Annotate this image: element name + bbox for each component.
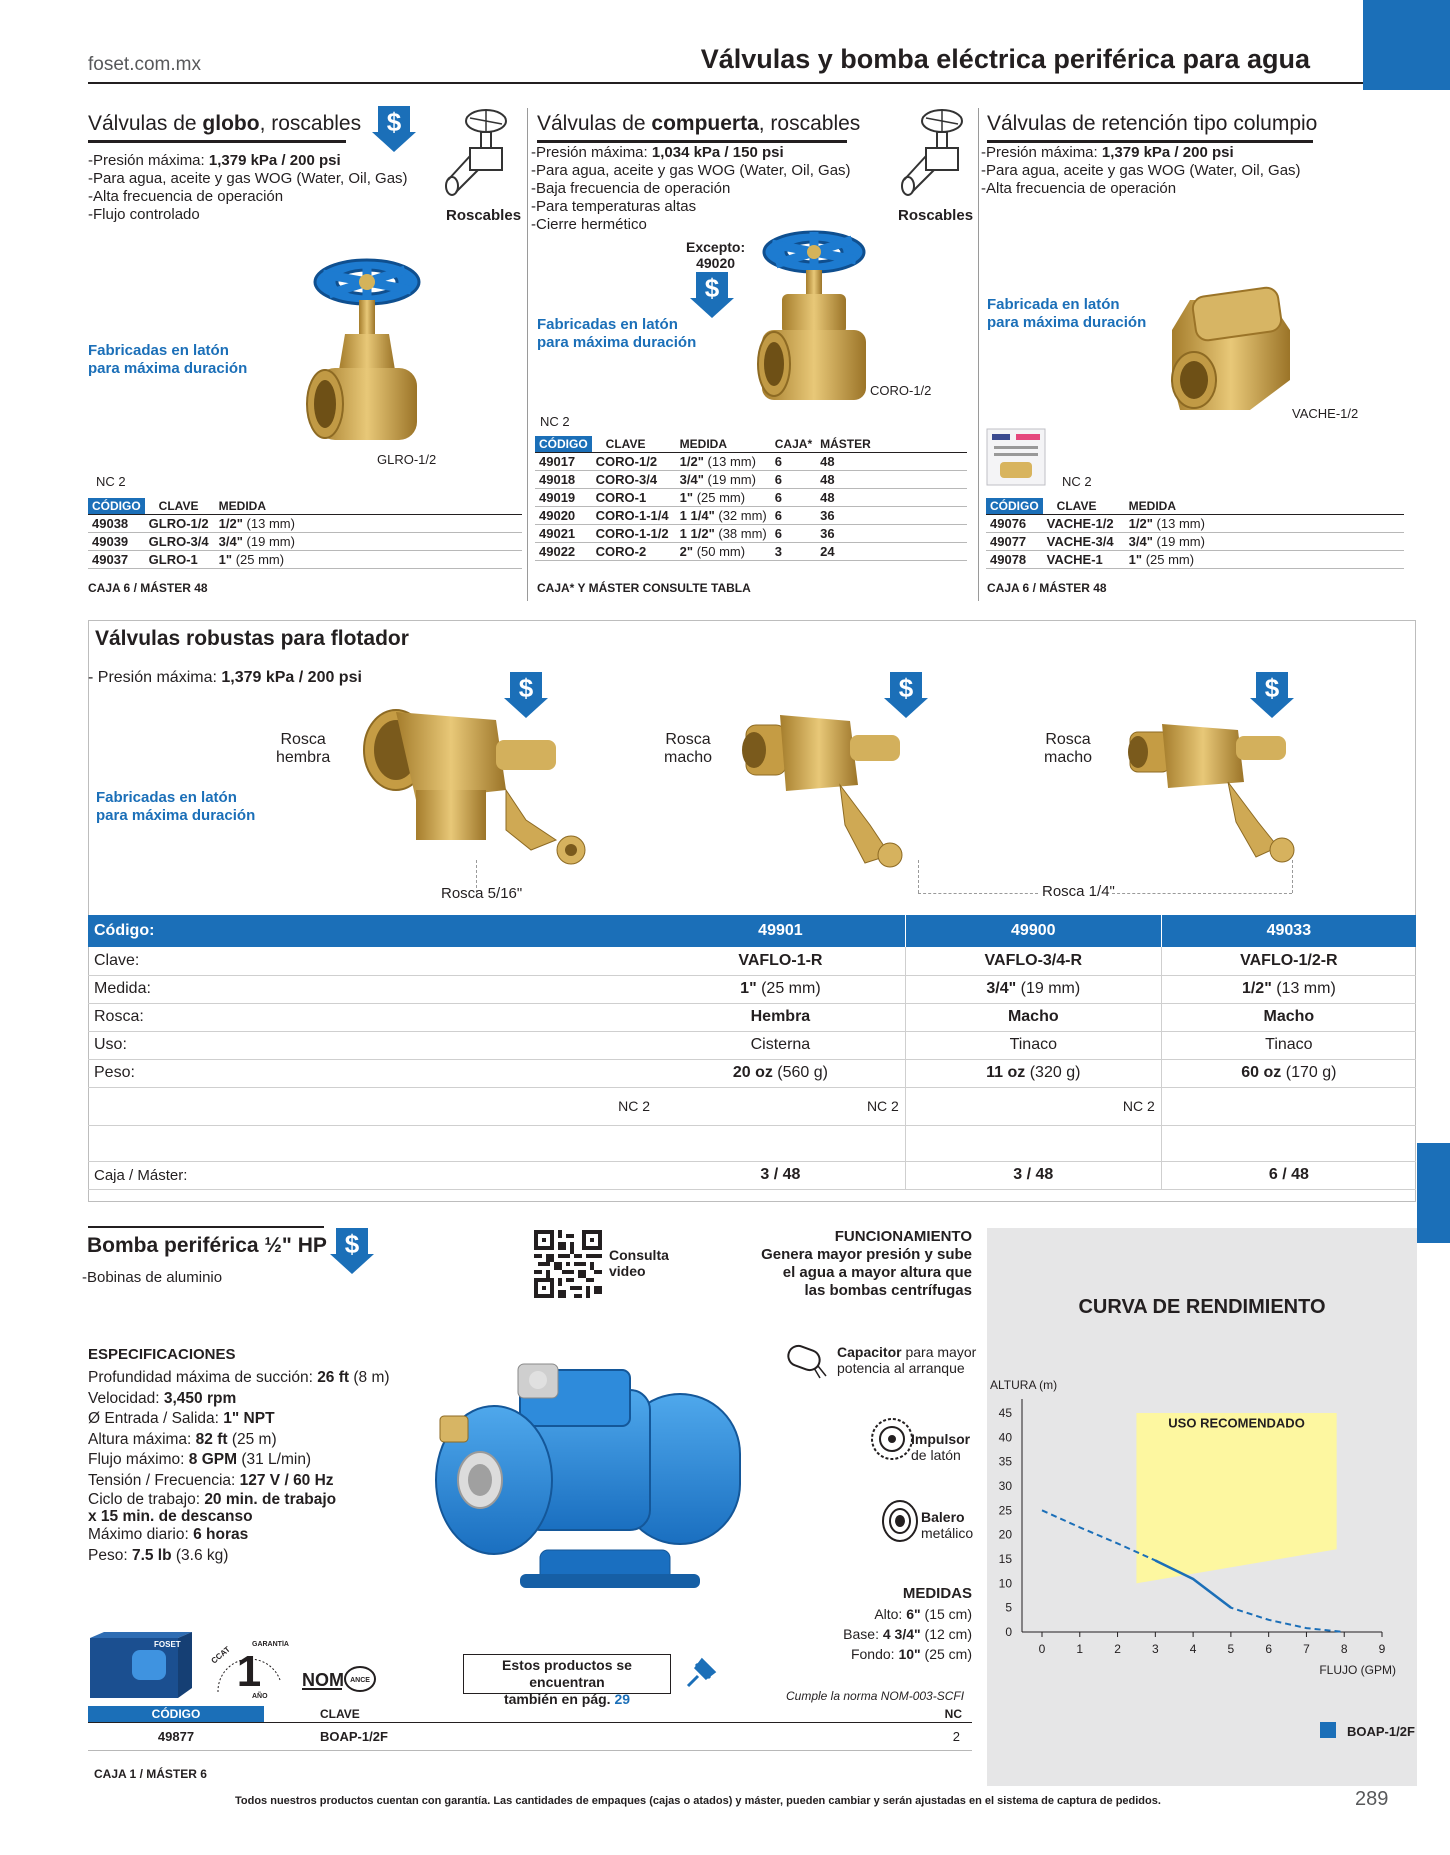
svg-text:1: 1 <box>236 1647 262 1696</box>
disclaimer: Todos nuestros productos cuentan con garantía. Las cantidades de empaques (cajas o atados) y máster, pueden cambiar y serán ajustadas en el sistema de captura de pedidos. <box>235 1795 1161 1807</box>
spec-title: ESPECIFICACIONES <box>88 1346 236 1363</box>
globo-product-label: GLRO-1/2 <box>377 452 437 467</box>
compuerta-footer: CAJA* Y MÁSTER CONSULTE TABLA <box>537 581 751 595</box>
dollar-badge-icon <box>690 272 734 318</box>
feature-balero: Balero metálico <box>921 1509 974 1541</box>
table-row: 49076 VACHE-1/2 1/2" (13 mm) <box>986 515 1404 533</box>
table-row: Uso: Cisterna Tinaco Tinaco <box>88 1031 1416 1059</box>
y-tick-label: 20 <box>998 1527 1012 1542</box>
x-tick-label: 0 <box>1038 1642 1046 1656</box>
funcionamiento: FUNCIONAMIENTO Genera mayor presión y sube el agua a mayor altura que las bombas centrífugas <box>761 1228 972 1299</box>
y-tick-label: 25 <box>998 1503 1012 1518</box>
col-medida: MEDIDA <box>676 436 771 453</box>
pump-image <box>420 1360 770 1610</box>
recommended-zone <box>1136 1413 1336 1583</box>
bomba-footer: CAJA 1 / MÁSTER 6 <box>94 1767 207 1781</box>
table-row: Rosca: Hembra Macho Macho <box>88 1003 1416 1031</box>
col-caja: CAJA* <box>771 436 816 453</box>
svg-text:ANCE: ANCE <box>350 1677 370 1684</box>
col-clave: CLAVE <box>1043 498 1125 515</box>
globo-title-rule <box>88 140 346 143</box>
page-number: 289 <box>1355 1788 1389 1810</box>
svg-text:$: $ <box>898 673 914 703</box>
table-row: 49017 CORO-1/2 1/2" (13 mm) 6 48 <box>535 453 967 471</box>
chart-title: CURVA DE RENDIMIENTO <box>1078 1296 1326 1318</box>
compuerta-product-label: CORO-1/2 <box>870 383 932 398</box>
svg-text:$: $ <box>704 273 720 303</box>
globo-footer: CAJA 6 / MÁSTER 48 <box>88 581 208 595</box>
qr-caption[interactable]: Consulta video <box>609 1247 669 1279</box>
svg-text:NOM: NOM <box>302 1670 344 1690</box>
table-row: 49021 CORO-1-1/2 1 1/2" (38 mm) 6 36 <box>535 525 967 543</box>
retencion-material-note: Fabricada en latón para máxima duración <box>987 296 1147 331</box>
table-row: Clave: VAFLO-1-R VAFLO-3/4-R VAFLO-1/2-R <box>88 947 1416 975</box>
recommended-zone-label: USO RECOMENDADO <box>1168 1415 1305 1431</box>
feature-impulsor: Impulsor de latón <box>911 1431 971 1463</box>
float-valve-image-3 <box>1118 712 1318 877</box>
gate-valve-image <box>748 222 878 412</box>
float-valve-label-3: Rosca macho <box>1044 731 1093 766</box>
x-tick-label: 8 <box>1340 1642 1348 1656</box>
col-codigo: CÓDIGO <box>535 436 592 453</box>
flotador-bullets: - Presión máxima: 1,379 kPa / 200 psi <box>88 669 362 686</box>
globo-material-note: Fabricadas en latón para máxima duración <box>88 342 248 377</box>
retencion-bullets: -Presión máxima: 1,379 kPa / 200 psi -Para agua, aceite y gas WOG (Water, Oil, Gas) -Alta frecuencia de operación <box>981 144 1301 197</box>
flotador-material-note: Fabricadas en latón para máxima duración <box>96 789 256 824</box>
col-codigo: CÓDIGO <box>986 498 1043 515</box>
side-tab <box>1417 1143 1450 1243</box>
x-axis-label: FLUJO (GPM) <box>1319 1663 1396 1677</box>
leader-line-h <box>1112 893 1292 894</box>
flotador-table <box>88 915 1416 1190</box>
x-tick-label: 7 <box>1303 1642 1310 1656</box>
table-row: 49078 VACHE-1 1" (25 mm) <box>986 551 1404 569</box>
retencion-nc: NC 2 <box>1062 474 1092 489</box>
col-codigo: CÓDIGO <box>88 1706 264 1723</box>
table-row: Medida: 1" (25 mm) 3/4" (19 mm) 1/2" (13 mm) <box>88 975 1416 1003</box>
x-tick-label: 3 <box>1151 1642 1159 1656</box>
page-title: Válvulas y bomba eléctrica periférica para agua <box>700 44 1310 74</box>
bomba-table <box>88 1706 972 1751</box>
svg-text:$: $ <box>1264 673 1280 703</box>
rosca-14-label: Rosca 1/4" <box>1042 883 1115 900</box>
qr-code-icon[interactable] <box>534 1230 602 1298</box>
compuerta-title-rule <box>537 140 847 143</box>
retencion-footer: CAJA 6 / MÁSTER 48 <box>987 581 1107 595</box>
y-tick-label: 35 <box>998 1454 1012 1469</box>
bomba-title-rule <box>88 1226 324 1228</box>
svg-text:GARANTÍA: GARANTÍA <box>252 1641 289 1648</box>
threaded-valve-icon <box>896 108 966 204</box>
y-tick-label: 15 <box>998 1552 1012 1566</box>
globo-title: Válvulas de globo, roscables <box>88 112 362 135</box>
x-tick-label: 2 <box>1114 1642 1121 1656</box>
header-tab <box>1363 0 1450 90</box>
table-row: Caja / Máster: 3 / 48 3 / 48 6 / 48 <box>88 1161 1416 1189</box>
x-tick-label: 9 <box>1378 1642 1386 1656</box>
dollar-badge-icon <box>372 106 416 152</box>
table-row: 49877 BOAP-1/2F 2 <box>88 1723 972 1751</box>
col-clave: CLAVE <box>592 436 676 453</box>
norma-text: Cumple la norma NOM-003-SCFI <box>786 1689 965 1703</box>
table-row: 49037 GLRO-1 1" (25 mm) <box>88 551 522 569</box>
retencion-title-rule <box>987 140 1313 143</box>
table-row: 49020 CORO-1-1/4 1 1/4" (32 mm) 6 36 <box>535 507 967 525</box>
threaded-valve-icon <box>440 108 510 204</box>
y-tick-label: 0 <box>1005 1625 1012 1639</box>
table-row: Peso: 20 oz (560 g) 11 oz (320 g) 60 oz (170 g) <box>88 1059 1416 1087</box>
nom-ance-icon <box>302 1664 376 1694</box>
x-tick-label: 4 <box>1189 1642 1197 1656</box>
col-nc: NC <box>838 1706 972 1723</box>
globo-nc: NC 2 <box>96 474 126 489</box>
dollar-badge-icon <box>330 1228 374 1274</box>
product-box-image <box>88 1632 194 1702</box>
compuerta-bullets: -Presión máxima: 1,034 kPa / 150 psi -Para agua, aceite y gas WOG (Water, Oil, Gas) -Baja frecuencia de operación -Para temperaturas altas -Cierre hermético <box>531 144 851 233</box>
globo-table <box>88 498 522 569</box>
legend-label: BOAP-1/2F <box>1347 1724 1415 1739</box>
y-tick-label: 10 <box>998 1576 1012 1591</box>
leader-line <box>1292 860 1293 893</box>
col-medida: MEDIDA <box>215 498 522 515</box>
bomba-title: Bomba periférica ½" HP <box>87 1234 327 1257</box>
col-codigo: CÓDIGO <box>88 498 145 515</box>
float-valve-image-2 <box>740 705 940 880</box>
retencion-table <box>986 498 1404 569</box>
table-row: Código: 49901 49900 49033 <box>88 915 1416 947</box>
col-medida: MEDIDA <box>1125 498 1404 515</box>
x-tick-label: 1 <box>1076 1642 1084 1656</box>
compuerta-except: Excepto: 49020 <box>686 239 746 271</box>
table-row: 49022 CORO-2 2" (50 mm) 3 24 <box>535 543 967 561</box>
col-master: MÁSTER <box>816 436 967 453</box>
float-valve-image-1 <box>356 700 596 880</box>
site-url[interactable]: foset.com.mx <box>88 54 201 75</box>
col-clave: CLAVE <box>145 498 215 515</box>
capacitor-icon <box>782 1340 830 1380</box>
x-tick-label: 5 <box>1227 1642 1235 1656</box>
compuerta-title: Válvulas de compuerta, roscables <box>537 112 861 135</box>
float-valve-label-1: Rosca hembra <box>276 731 331 766</box>
compuerta-nc: NC 2 <box>540 414 570 429</box>
column-divider <box>527 108 528 601</box>
y-tick-label: 40 <box>998 1430 1012 1445</box>
compuerta-table <box>535 436 967 561</box>
y-tick-label: 45 <box>998 1406 1012 1420</box>
svg-text:$: $ <box>386 107 402 137</box>
y-tick-label: 30 <box>998 1479 1012 1493</box>
leader-line-h <box>918 893 1038 894</box>
svg-text:$: $ <box>344 1229 360 1259</box>
svg-text:$: $ <box>518 673 534 703</box>
y-tick-label: 5 <box>1005 1600 1012 1615</box>
column-divider <box>978 108 979 601</box>
legend-swatch <box>1320 1722 1336 1738</box>
header-rule <box>88 82 1365 84</box>
rosca-516-label: Rosca 5/16" <box>441 885 523 902</box>
leader-line <box>918 860 919 893</box>
impeller-icon <box>869 1416 915 1462</box>
bearing-icon <box>880 1499 920 1543</box>
x-tick-label: 6 <box>1265 1642 1273 1656</box>
table-row: NC 2 NC 2 NC 2 <box>88 1087 1416 1125</box>
float-valve-label-2: Rosca macho <box>664 731 713 766</box>
retencion-title: Válvulas de retención tipo columpio <box>987 112 1318 135</box>
table-row: 49018 CORO-3/4 3/4" (19 mm) 6 48 <box>535 471 967 489</box>
svg-text:CCAT: CCAT <box>209 1644 232 1666</box>
package-image <box>986 428 1046 486</box>
retencion-product-label: VACHE-1/2 <box>1292 406 1359 421</box>
globo-bullets: -Presión máxima: 1,379 kPa / 200 psi -Para agua, aceite y gas WOG (Water, Oil, Gas) -Alta frecuencia de operación -Flujo controlado <box>88 152 408 223</box>
feature-capacitor: Capacitor para mayor potencia al arranque <box>837 1344 977 1376</box>
warranty-seal-icon <box>208 1640 290 1702</box>
col-clave: CLAVE <box>264 1706 838 1723</box>
table-row: 49039 GLRO-3/4 3/4" (19 mm) <box>88 533 522 551</box>
compuerta-material-note: Fabricadas en latón para máxima duración <box>537 316 697 351</box>
svg-text:AÑO: AÑO <box>252 1693 268 1700</box>
table-row <box>88 1125 1416 1161</box>
compuerta-icon-label: Roscables <box>898 207 974 224</box>
performance-chart <box>987 1370 1417 1690</box>
table-row: 49077 VACHE-3/4 3/4" (19 mm) <box>986 533 1404 551</box>
cross-reference-note[interactable]: Estos productos se encuentran también en pág. 29 <box>463 1654 671 1694</box>
flotador-title: Válvulas robustas para flotador <box>95 627 409 650</box>
pin-icon <box>680 1652 722 1694</box>
spec-list: Profundidad máxima de succión: 26 ft (8 m) Velocidad: 3,450 rpm Ø Entrada / Salida: 1" NPT Altura máxima: 82 ft (25 m) Flujo máximo: 8 GPM (31 L/min) Tensión / Frecuencia: 127 V / 60 Hz Ciclo de trabajo: 20 min. de trabajo x 15 min. de descanso Máximo diario: 6 horas Peso: 7.5 lb (3.6 kg) <box>88 1369 390 1564</box>
y-axis-label: ALTURA (m) <box>990 1378 1058 1392</box>
table-row: 49019 CORO-1 1" (25 mm) 6 48 <box>535 489 967 507</box>
bomba-bullet: -Bobinas de aluminio <box>82 1269 223 1286</box>
table-row: 49038 GLRO-1/2 1/2" (13 mm) <box>88 515 522 533</box>
medidas: MEDIDAS Alto: 6" (15 cm) Base: 4 3/4" (12 cm) Fondo: 10" (25 cm) <box>843 1585 972 1662</box>
globe-valve-image <box>295 250 435 460</box>
globo-icon-label: Roscables <box>446 207 522 224</box>
box-brand: FOSET <box>154 1640 181 1649</box>
